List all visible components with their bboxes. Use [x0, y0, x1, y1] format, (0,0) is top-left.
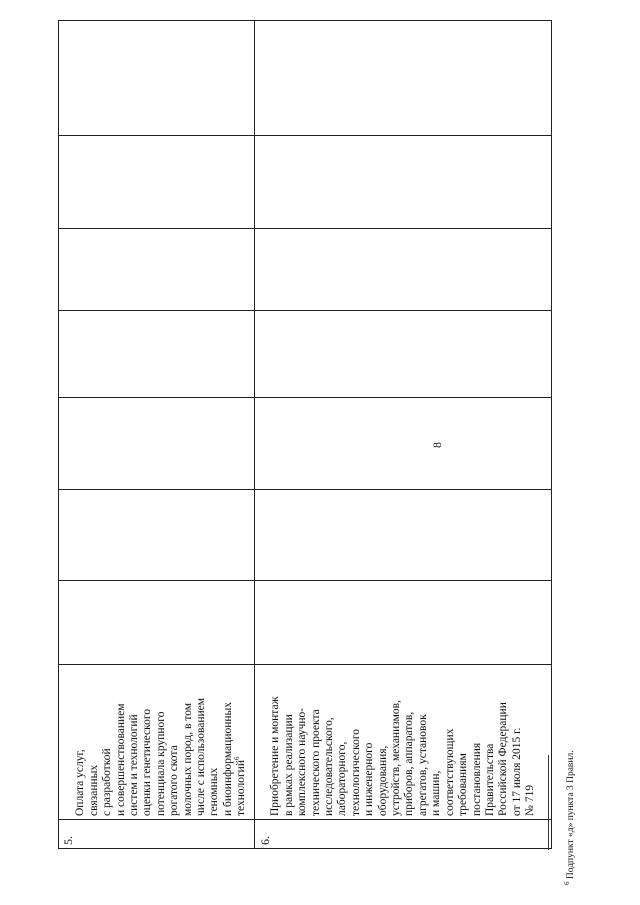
data-table: [58, 20, 552, 849]
row-number: 6.: [258, 836, 272, 845]
table-column-divider: [58, 310, 552, 311]
table-column-divider: [58, 397, 552, 398]
page-number: 8: [430, 442, 444, 448]
table-border-left: [58, 20, 59, 849]
footnote-text: Подпункт «д» пункта 3 Правил.: [566, 750, 576, 880]
row-description-text: Приобретение и монтаж в рамках реализации комплексного научно- технического проекта исследовательского, лабораторного, технологического и инженерного оборудования, устройств, механизмов, приборов, аппаратов, агрегатов, установок и машин, соответствующих требованиям постановления Правительства Российской Федерации от 17 июля 2015 г. № 719: [269, 696, 537, 816]
table-column-divider: [58, 819, 552, 820]
footnote-separator: [548, 755, 549, 850]
row-number: 5.: [61, 836, 75, 845]
table-row-divider: [254, 20, 255, 849]
row-description: [256, 666, 538, 816]
row-description: [61, 668, 249, 816]
table-border-right: [551, 20, 552, 849]
footnote-marker: 6: [562, 881, 571, 885]
row-description-text: Оплата услуг, связанных с разработкой и совершенствованием систем и технологий оценки генетического потенциала крупного рогатого скота молочных пород, в том числе с использованием геномных и биоинформационных технологий: [74, 697, 248, 816]
table-column-divider: [58, 135, 552, 136]
table-column-divider: [58, 580, 552, 581]
table-border-top: [58, 20, 552, 21]
table-border-bottom: [58, 848, 552, 849]
table-column-divider: [58, 664, 552, 665]
table-column-divider: [58, 228, 552, 229]
footnote-reference: 6: [233, 756, 242, 760]
footnote: [562, 750, 576, 885]
table-column-divider: [58, 489, 552, 490]
